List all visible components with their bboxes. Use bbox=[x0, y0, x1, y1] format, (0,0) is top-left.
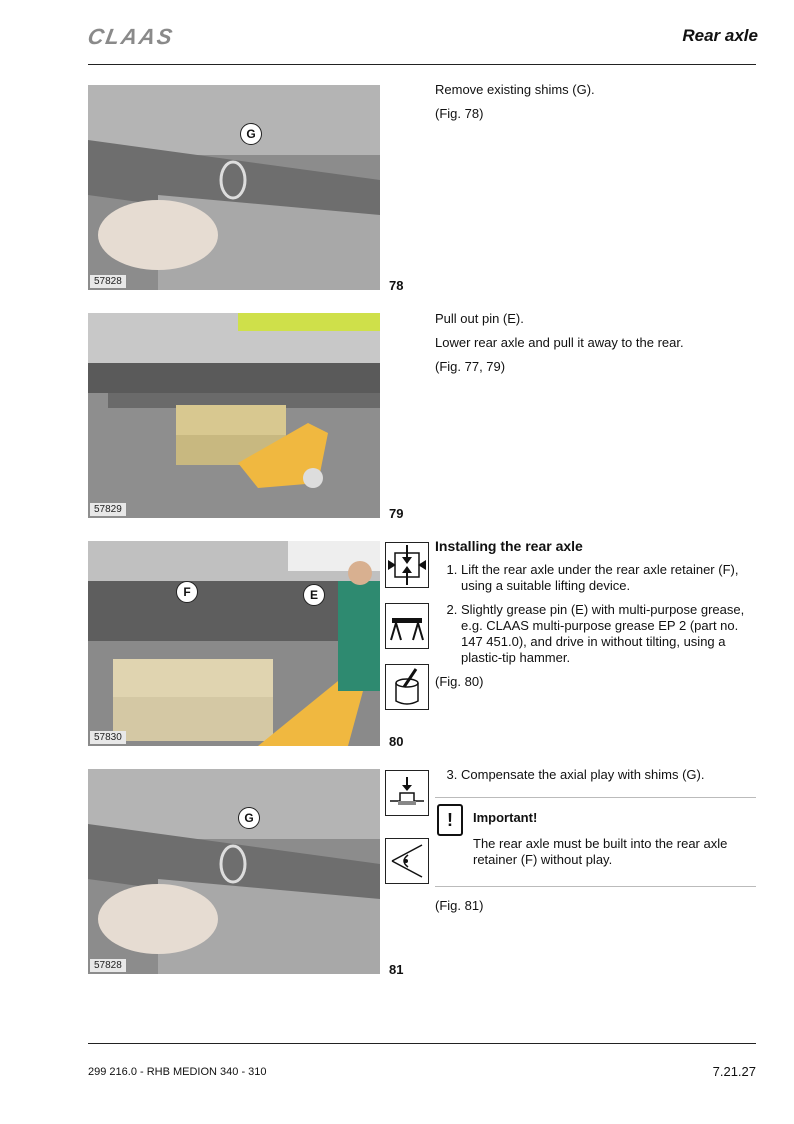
figure-number: 80 bbox=[389, 734, 404, 749]
visual-check-icon bbox=[385, 838, 429, 884]
figure-81-photo bbox=[88, 769, 380, 974]
callout-f: F bbox=[176, 581, 198, 603]
shim-adjust-icon bbox=[385, 770, 429, 816]
important-notice bbox=[435, 797, 756, 887]
figure-78-photo bbox=[88, 85, 380, 290]
steps-list bbox=[435, 767, 756, 783]
important-title: Important! bbox=[473, 810, 538, 825]
step-item: 1. Lift the rear axle under the rear axle retainer (F), using a suitable lifting device. bbox=[461, 562, 756, 594]
callout-g: G bbox=[240, 123, 262, 145]
document-reference: 299 216.0 - RHB MEDION 340 - 310 bbox=[88, 1066, 267, 1078]
instruction-text: Lower rear axle and pull it away to the rear. bbox=[435, 335, 684, 350]
figure-80-photo bbox=[88, 541, 380, 746]
step-item: 3. Compensate the axial play with shims (G). bbox=[461, 767, 756, 783]
grease-icon bbox=[385, 664, 429, 710]
figure-number: 78 bbox=[389, 278, 404, 293]
instruction-text: Pull out pin (E). bbox=[435, 311, 524, 326]
footer-divider bbox=[88, 1043, 756, 1044]
lifting-device-icon bbox=[385, 603, 429, 649]
steps-list bbox=[435, 562, 756, 666]
photo-number: 57829 bbox=[90, 503, 126, 516]
header-divider bbox=[88, 64, 756, 65]
figure-reference: (Fig. 78) bbox=[435, 106, 484, 121]
figure-reference: (Fig. 81) bbox=[435, 898, 484, 913]
instruction-text: Remove existing shims (G). bbox=[435, 82, 595, 97]
photo-number: 57830 bbox=[90, 731, 126, 744]
callout-g: G bbox=[238, 807, 260, 829]
figure-reference: (Fig. 77, 79) bbox=[435, 359, 506, 374]
press-fit-icon bbox=[385, 542, 429, 588]
figure-number: 79 bbox=[389, 506, 404, 521]
section-heading: Installing the rear axle bbox=[435, 538, 583, 554]
figure-number: 81 bbox=[389, 962, 404, 977]
photo-number: 57828 bbox=[90, 959, 126, 972]
figure-reference: (Fig. 80) bbox=[435, 674, 484, 689]
step-item: 2. Slightly grease pin (E) with multi-purpose grease, e.g. CLAAS multi-purpose grease EP 2 (part no. 147 451.0), and drive in without tilting, using a plastic-tip hammer. bbox=[461, 602, 756, 666]
photo-number: 57828 bbox=[90, 275, 126, 288]
section-title: Rear axle bbox=[682, 26, 758, 45]
callout-e: E bbox=[303, 584, 325, 606]
brand-logo: CLAAS bbox=[85, 24, 177, 49]
page-number: 7.21.27 bbox=[712, 1064, 756, 1079]
figure-79-photo bbox=[88, 313, 380, 518]
important-text: The rear axle must be built into the rear axle retainer (F) without play. bbox=[473, 836, 728, 867]
important-icon: ! bbox=[437, 804, 463, 836]
